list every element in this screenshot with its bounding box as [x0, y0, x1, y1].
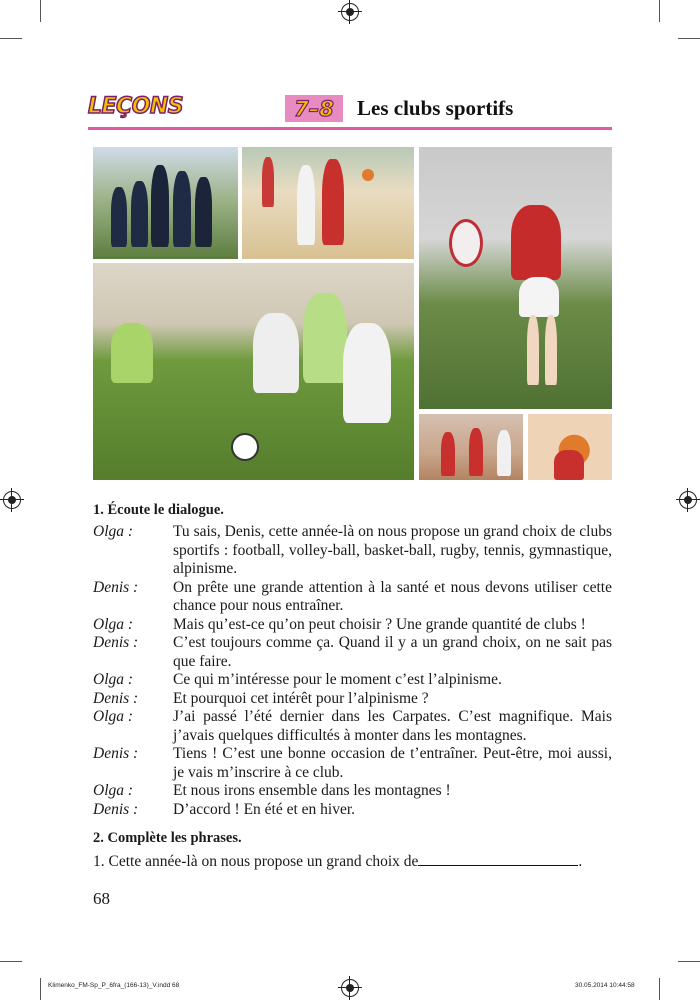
print-timestamp: 30.05.2014 10:44:58 — [575, 982, 635, 989]
dialogue-line — [93, 745, 612, 782]
page-title: Les clubs sportifs — [357, 96, 514, 120]
exercise-2-heading — [93, 829, 612, 848]
photo-handball-small — [419, 414, 523, 480]
dialogue-line — [93, 782, 612, 801]
crop-mark — [659, 978, 660, 1000]
exercise-2-title: 2. Complète les phrases. — [93, 830, 242, 846]
dialogue — [93, 523, 612, 819]
exercise-1-heading — [93, 501, 612, 520]
dialogue-text: D’accord ! En été et en hiver. — [173, 800, 356, 818]
dialogue-text: Et pourquoi cet intérêt pour l’alpinisme ? — [173, 689, 429, 707]
dialogue-text: On prête une grande attention à la santé et nous devons utiliser cette chance pour nous entraîner. — [173, 578, 612, 614]
crop-mark — [40, 978, 41, 1000]
dialogue-line — [93, 579, 612, 616]
lecons-label: LEÇONS — [88, 94, 184, 119]
registration-mark-icon — [341, 979, 359, 997]
exercise-2-item-end: . — [578, 853, 583, 870]
lesson-number-badge: 7–8 — [285, 95, 343, 122]
dialogue-line — [93, 523, 612, 579]
page-number: 68 — [93, 889, 110, 908]
crop-mark — [678, 38, 700, 39]
lesson-header — [88, 94, 612, 134]
dialogue-line — [93, 616, 612, 635]
registration-mark-icon — [3, 491, 21, 509]
photo-rugby-player — [419, 147, 612, 409]
answer-blank[interactable] — [418, 852, 578, 866]
speaker-name: Olga : — [93, 708, 134, 725]
speaker-name: Denis : — [93, 578, 139, 596]
dialogue-text: Tiens ! C’est une bonne occasion de t’entraîner. Peut-être, moi aussi, je vais m’inscrire à ce club. — [173, 745, 612, 781]
dialogue-line — [93, 671, 612, 690]
crop-mark — [678, 961, 700, 962]
speaker-name: Olga : — [93, 671, 134, 688]
dialogue-text: Tu sais, Denis, cette année-là on nous propose un grand choix de clubs sportifs : football, volley-ball, basket-ball, rugby, tennis, gymnastique, alpinisme. — [173, 523, 612, 577]
speaker-name: Denis : — [93, 800, 139, 818]
speaker-name: Denis : — [93, 634, 139, 651]
photo-basketball — [528, 414, 612, 480]
speaker-name: Olga : — [93, 523, 134, 540]
exercise-2-item — [93, 852, 582, 871]
registration-mark-icon — [679, 491, 697, 509]
dialogue-text: Ce qui m’intéresse pour le moment c’est l’alpinisme. — [173, 671, 502, 688]
dialogue-text: Et nous irons ensemble dans les montagnes ! — [173, 782, 451, 799]
crop-mark — [0, 38, 22, 39]
speaker-name: Olga : — [93, 782, 134, 799]
registration-mark-icon — [341, 3, 359, 21]
dialogue-text: Mais qu’est-ce qu’on peut choisir ? Une grande quantité de clubs ! — [173, 615, 586, 633]
speaker-name: Olga : — [93, 615, 134, 633]
crop-mark — [0, 961, 22, 962]
crop-mark — [40, 0, 41, 22]
exercise-1-title: 1. Écoute le dialogue. — [93, 502, 224, 518]
photo-handball-gym — [242, 147, 414, 259]
dialogue-text: C’est toujours comme ça. Quand il y a un grand choix, on ne sait pas que faire. — [173, 634, 612, 670]
photo-kids-football — [93, 263, 414, 480]
photo-football-team — [93, 147, 238, 259]
dialogue-text: J’ai passé l’été dernier dans les Carpates. C’est magnifique. Mais j’avais quelques difficultés à monter dans les montagnes. — [173, 708, 612, 744]
print-file-info: Klimenko_FM-Sp_P_6fra_(166-13)_V.indd 68 — [48, 982, 180, 989]
crop-mark — [659, 0, 660, 22]
speaker-name: Denis : — [93, 689, 139, 707]
dialogue-line — [93, 708, 612, 745]
speaker-name: Denis : — [93, 745, 139, 762]
dialogue-line — [93, 801, 612, 820]
header-rule — [88, 127, 612, 130]
dialogue-line — [93, 690, 612, 709]
dialogue-line — [93, 634, 612, 671]
exercise-2-item-text: 1. Cette année-là on nous propose un grand choix de — [93, 853, 419, 870]
